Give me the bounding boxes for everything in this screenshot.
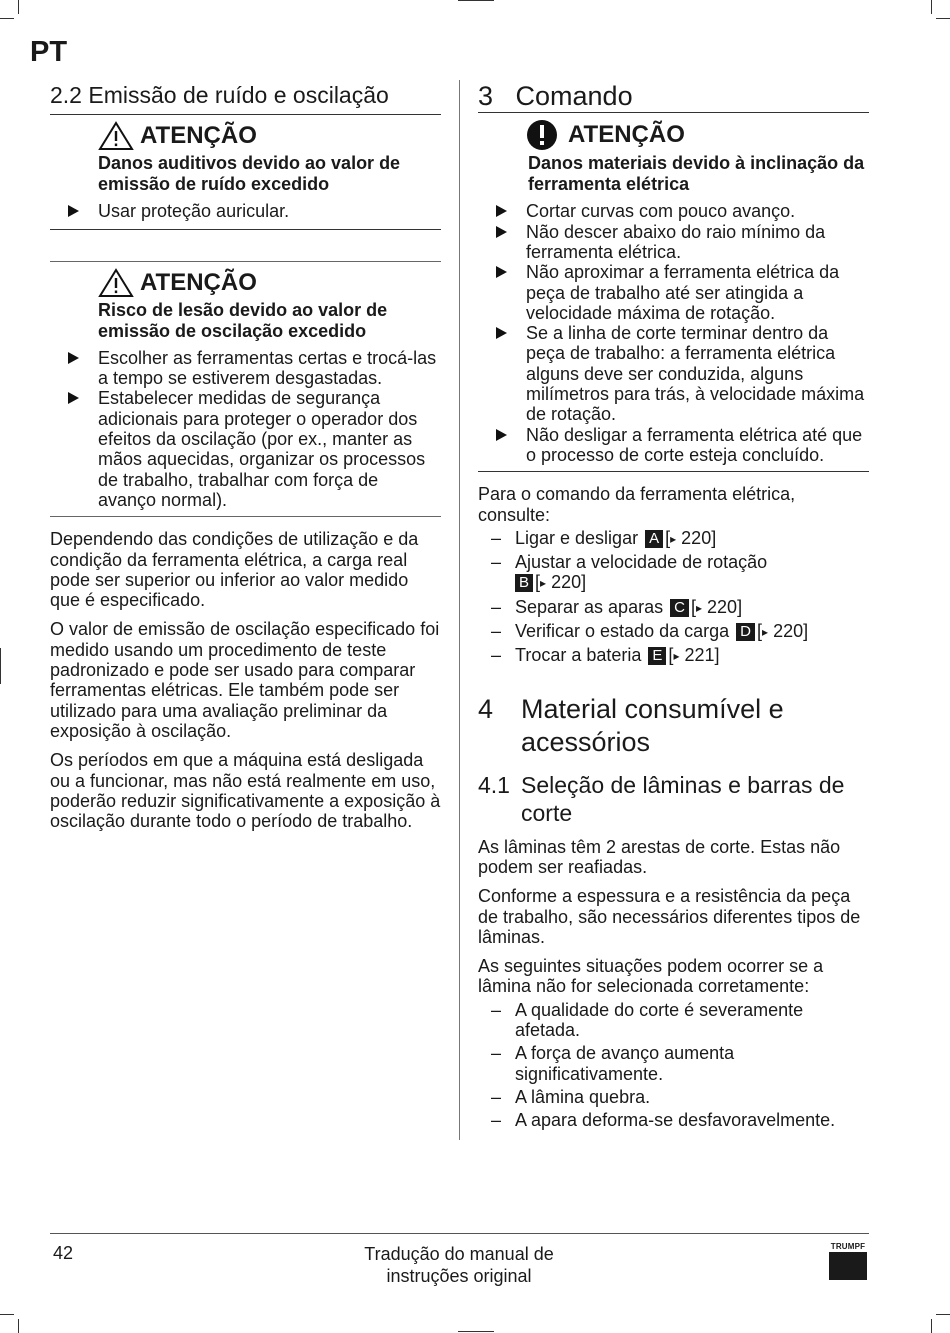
warning-item: Escolher as ferramentas certas e trocá-las a tempo se estiverem desgastadas. [50,348,441,389]
command-intro: Para o comando da ferramenta elétrica, consulte: [478,484,796,525]
key-label: C [670,599,689,617]
consequence-list [478,1000,869,1131]
page-ref: 220 [681,527,712,548]
page-ref: 220 [773,621,804,642]
crop-mark [0,1314,14,1315]
reference-arrow-icon: ▸ [762,625,769,640]
footer-title [300,1243,618,1287]
warning-header [50,121,441,151]
warning-header [478,119,869,151]
column-divider [459,80,460,1140]
command-item: – Ligar e desligar A [▸ 220] [478,528,869,549]
section-title: Seleção de lâminas e barras de corte [521,771,845,826]
warning-box-oscillation [50,262,441,516]
footer-line: instruções original [386,1266,532,1286]
section-heading-3: 3 Comando [478,81,633,111]
reference-arrow-icon: ▸ [540,576,547,591]
crop-mark [458,0,494,1]
command-text: Ajustar a velocidade de rotação [515,552,768,573]
warning-circle-icon [526,119,558,151]
section-heading-4-1 [478,771,869,827]
warning-header [50,268,441,298]
key-label: D [736,623,755,641]
warning-subtitle: Danos auditivos devido ao valor de emissão de ruído excedido [98,152,401,194]
section-heading-2-2: 2.2 Emissão de ruído e oscilação [50,82,389,108]
paragraph: Conforme a espessura e a resistência da peça de trabalho, são necessários diferentes tipos de lâminas. [478,886,861,947]
command-item: – Ajustar a velocidade de rotação B [▸ 220] [478,552,869,594]
crop-mark [936,18,950,19]
crop-mark [18,0,19,14]
warning-item: Estabelecer medidas de segurança adicionais para proteger o operador dos efeitos da oscilação (por ex., manter as mãos aquecidas, organizar os processos de trabalho, trabalhar com força de avanço normal). [50,388,441,510]
section-number: 4.1 [478,771,510,798]
crop-mark [936,1314,950,1315]
paragraph: As lâminas têm 2 arestas de corte. Estas não podem ser reafiadas. [478,836,841,877]
reference-arrow-icon: ▸ [673,649,680,664]
footer-line: Tradução do manual de [364,1244,554,1264]
warning-box-noise [50,115,441,227]
key-label: B [515,574,533,592]
section-number: 4 [478,693,494,724]
warning-box-material [478,113,869,471]
command-text: Separar as aparas [515,596,664,617]
list-item: – A lâmina quebra. [478,1087,869,1107]
key-label: A [645,530,663,548]
divider [50,229,441,230]
language-code: PT [30,36,68,68]
warning-item: Usar proteção auricular. [50,201,441,221]
command-text: Trocar a bateria [515,645,642,666]
command-item: – Verificar o estado da carga D [▸ 220] [478,621,869,642]
crop-mark [458,1331,494,1332]
warning-list [478,201,869,465]
trumpf-logo [829,1242,867,1280]
warning-label: ATENÇÃO [140,268,257,296]
section-heading-4 [478,693,869,759]
left-column [50,82,441,831]
crop-mark [0,648,1,684]
paragraph: As seguintes situações podem ocorrer se a lâmina não for selecionada corretamente: [478,956,824,997]
command-text: Ligar e desligar [515,527,639,548]
warning-item: Se a linha de corte terminar dentro da peça de trabalho: a ferramenta elétrica alguns deve ser conduzida, alguns milímetros para trás, à velocidade máxima de rotação. [478,323,869,424]
footer-divider [50,1233,869,1234]
page-ref: 220 [707,596,738,617]
crop-mark [18,1319,19,1333]
warning-subtitle: Danos materiais devido à inclinação da ferramenta elétrica [528,153,865,195]
right-column [478,80,869,1133]
warning-item: Cortar curvas com pouco avanço. [478,201,869,221]
logo-block [829,1252,867,1280]
paragraph: Dependendo das condições de utilização e da condição da ferramenta elétrica, a carga real pode ser superior ou inferior ao valor medido que é especificado. [50,529,419,611]
divider [478,471,869,472]
command-item: – Separar as aparas C [▸ 220] [478,597,869,618]
key-label: E [648,647,666,665]
warning-list [50,348,441,510]
warning-item: Não descer abaixo do raio mínimo da ferramenta elétrica. [478,222,869,263]
warning-triangle-icon [98,268,134,298]
crop-mark [931,0,932,14]
list-item: – A apara deforma-se desfavoravelmente. [478,1110,869,1130]
reference-arrow-icon: ▸ [670,531,677,546]
warning-triangle-icon [98,121,134,151]
crop-mark [931,1319,932,1333]
page-ref: 220 [551,572,582,593]
warning-label: ATENÇÃO [140,121,257,149]
crop-mark [0,18,14,19]
page-ref: 221 [684,645,715,666]
command-text: Verificar o estado da carga [515,621,730,642]
command-list [478,528,869,667]
page-number: 42 [53,1243,74,1263]
logo-text: TRUMPF [830,1242,866,1251]
divider [50,516,441,517]
warning-item: Não desligar a ferramenta elétrica até que o processo de corte esteja concluído. [478,425,869,466]
command-item: – Trocar a bateria E [▸ 221] [478,645,869,666]
section-title: Material consumível e acessórios [521,693,784,757]
paragraph: O valor de emissão de oscilação especificado foi medido usando um procedimento de teste padronizado e pode ser usado para comparar ferramentas elétricas. Ele também pode ser utilizado para uma avaliação preliminar da exposição à oscilação. [50,619,440,741]
warning-item: Não aproximar a ferramenta elétrica da peça de trabalho até ser atingida a velocidade máxima de rotação. [478,262,869,323]
warning-list [50,201,441,221]
list-item: – A força de avanço aumenta significativamente. [478,1043,869,1084]
reference-arrow-icon: ▸ [695,600,702,615]
warning-label: ATENÇÃO [568,121,685,149]
paragraph: Os períodos em que a máquina está desligada ou a funcionar, mas não está realmente em uso, poderão reduzir significativamente a exposição à oscilação durante todo o período de trabalho. [50,750,441,832]
list-item: – A qualidade do corte é severamente afetada. [478,1000,869,1041]
warning-subtitle: Risco de lesão devido ao valor de emissão de oscilação excedido [98,299,388,341]
